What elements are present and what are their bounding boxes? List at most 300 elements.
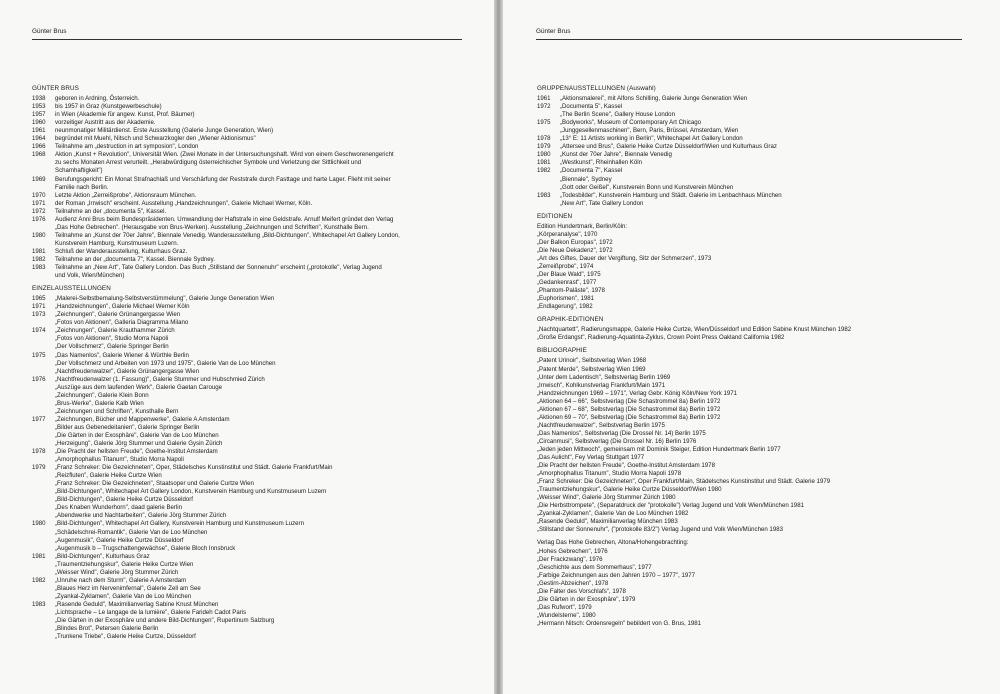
group-exhibitions-heading: GRUPPENAUSSTELLUNGEN (Auswahl) xyxy=(537,85,656,92)
hohe-gebrechen-intro: Verlag Das Hohe Gebrechen, Altona/Hohengebrachting: xyxy=(537,539,689,547)
entry-text: „Franz Schreker: Die Gezeichneten", Staatsoper und Galerie Curtze Wien xyxy=(55,480,254,488)
entry-text: neunmonatiger Militärdienst. Erste Ausstellung (Galerie Junge Generation, Wien) xyxy=(55,127,274,135)
entry-text: bis 1957 in Graz (Kunstgewerbeschule) xyxy=(55,103,162,111)
list-item xyxy=(32,240,460,248)
list-item xyxy=(32,448,460,456)
list-item xyxy=(32,376,460,384)
year-indent xyxy=(32,504,55,512)
list-item xyxy=(32,119,460,127)
list-item xyxy=(32,384,460,392)
year-indent xyxy=(537,127,560,135)
list-item xyxy=(32,103,460,111)
entry-year: 1981 xyxy=(537,159,551,167)
list-item: „Der Balkon Europas", 1972 xyxy=(537,238,613,246)
list-item xyxy=(32,327,460,335)
entry-text: „Handzeichnungen", Galerie Michael Werner Köln xyxy=(55,303,190,311)
entry-year: 1977 xyxy=(32,415,46,423)
entry-text: „Franz Schreker: Die Gezeichneten", Oper, Städelsches Kunstinstitut und Städt. Galerie Frankfurt/Main xyxy=(55,464,333,472)
entry-text: „Documenta 5", Kassel xyxy=(560,103,623,111)
entry-year: 1978 xyxy=(537,135,551,143)
list-item: „Die Neue Dekadenz", 1972 xyxy=(537,246,613,254)
list-item xyxy=(32,184,460,192)
list-item xyxy=(32,208,460,216)
list-item xyxy=(32,264,460,272)
entry-year: 1982 xyxy=(537,167,551,175)
list-item: „Die Herbsttrompete", (Separatdruck der "protokolle") Verlag Jugend und Volk Wien/München 1981 xyxy=(537,502,804,510)
entry-year: 1976 xyxy=(32,375,46,383)
entry-text: „Herzeigung", Galerie Jörg Stummer und Galerie Gysin Zürich xyxy=(55,440,223,448)
entry-year: 1970 xyxy=(32,191,46,199)
graphik-editions-heading: GRAPHIK-EDITIONEN xyxy=(537,316,604,324)
entry-text: „Kunst der 70er Jahre", Biennale Venedig xyxy=(560,151,672,159)
list-item xyxy=(32,545,460,553)
book-gutter xyxy=(494,0,503,694)
editions-heading: EDITIONEN xyxy=(537,212,573,220)
entry-text: „Traumentziehungskur", Galerie Heike Curtze Wien xyxy=(55,560,194,568)
entry-year: 1979 xyxy=(32,464,46,472)
entry-text: „Aktionsmalerei", mit Alfons Schilling, Galerie Junge Generation Wien xyxy=(560,95,748,103)
list-item: „Aktionen 67 – 68", Selbstverlag (Die Schastrommel 8a) Berlin 1972 xyxy=(537,405,721,413)
list-item: „Das Rufwort", 1979 xyxy=(537,603,592,611)
list-item xyxy=(32,232,460,240)
list-item: „Geschichte aus dem Sommerhaus", 1977 xyxy=(537,563,652,571)
list-item xyxy=(32,176,460,184)
list-item: „Stillstand der Sonnenuhr", ("protokolle 83/2") Verlag Jugend und Volk Wien/München 1983 xyxy=(537,526,783,534)
entry-year: 1981 xyxy=(32,552,46,560)
year-indent xyxy=(32,224,55,232)
entry-text: „Zeichnungen", Galerie Klein Bonn xyxy=(55,391,149,399)
list-item: „Franz Schreker: Die Gezeichneten", Oper Frankfurt/Main, Städelsches Kunstinstitut und Städt. Galerie 1979 xyxy=(537,478,831,486)
year-indent xyxy=(32,593,55,601)
list-item: „Art des Giftes, Dauer der Vergiftung, Sitz der Schmerzen", 1973 xyxy=(537,254,712,262)
bio-heading: GÜNTER BRUS xyxy=(32,85,79,92)
solo-exhibitions-list xyxy=(32,295,460,641)
entry-text: „Blaues Herz im Nervenimfernal", Galerie Zell am See xyxy=(55,584,201,592)
entry-text: und Volk, Wien/München) xyxy=(55,272,125,280)
entry-text: „Todesbilder", Kunstverein Hamburg und Städt. Galerie im Lenbachhaus München xyxy=(560,191,782,199)
year-indent xyxy=(32,456,55,464)
entry-year: 1971 xyxy=(32,199,46,207)
year-indent xyxy=(537,111,560,119)
list-item xyxy=(537,95,965,103)
entry-text: „13° E: 11 Artists working in Berlin", Whitechapel Art Gallery London xyxy=(560,135,743,143)
entry-text: „New Art", Tate Gallery London xyxy=(560,199,644,207)
year-indent xyxy=(32,240,55,248)
entry-text: Schluß der Wanderausstellung, Kulturhaus Graz. xyxy=(55,247,188,255)
year-indent xyxy=(32,184,55,192)
entry-text: „Des Knaben Wunderhorn", daad galerie Berlin xyxy=(55,504,183,512)
list-item xyxy=(32,504,460,512)
year-indent xyxy=(32,480,55,488)
list-item: „Irrwisch", Kohlkunstverlag Frankfurt/Main 1971 xyxy=(537,381,666,389)
entry-text: „Nachtfreudenwalzer (1. Fassung)", Galerie Stummer und Hubschmied Zürich xyxy=(55,375,265,383)
entry-text: „Trunkene Triebe", Galerie Heike Curtze, Düsseldorf xyxy=(55,633,196,641)
entry-text: „Das Hohe Gebrechen". (Herausgabe von Brus-Werken). Ausstellung „Zeichnungen und Schriften", Kunsthalle Bern. xyxy=(55,223,369,231)
list-item: „Wundelsterne", 1980 xyxy=(537,611,596,619)
entry-text: Familie nach Berlin. xyxy=(55,183,109,191)
entry-year: 1974 xyxy=(32,327,46,335)
header-rule xyxy=(536,39,962,40)
entry-text: Aktion „Kunst + Revolution", Universität Wien. (Zwei Monate in der Untersuchungshaft. Wird von einem Geschworenengericht xyxy=(55,151,394,159)
list-item xyxy=(32,368,460,376)
year-indent xyxy=(32,512,55,520)
entry-year: 1981 xyxy=(32,247,46,255)
entry-text: „Auszüge aus dem laufenden Werk", Galerie Gaetan Carouge xyxy=(55,383,223,391)
entry-year: 1964 xyxy=(32,135,46,143)
list-item xyxy=(32,424,460,432)
entry-text: „Zyankal-Zyklamen", Galerie Van de Loo München xyxy=(55,592,192,600)
list-item xyxy=(32,167,460,175)
year-indent xyxy=(32,392,55,400)
year-indent xyxy=(32,617,55,625)
year-indent xyxy=(32,609,55,617)
list-item xyxy=(32,360,460,368)
list-item xyxy=(32,577,460,585)
list-item xyxy=(32,143,460,151)
entry-text: zu sechs Monaten Arrest verurteilt. „Herabwürdigung österreichischer Symbole und Verletzung der Sittlichkeit und xyxy=(55,159,362,167)
list-item: „Traumentziehungskur", Galerie Heike Curtze Düsseldorf/Wien 1980 xyxy=(537,486,722,494)
list-item: „Zerreißprobe", 1974 xyxy=(537,262,594,270)
list-item: „Körperanalyse", 1970 xyxy=(537,230,598,238)
entry-year: 1938 xyxy=(32,95,46,103)
year-indent xyxy=(537,184,560,192)
year-indent xyxy=(32,545,55,553)
list-item: „Hohes Gebrechen", 1976 xyxy=(537,547,608,555)
list-item xyxy=(32,200,460,208)
list-item xyxy=(32,488,460,496)
entry-text: begründet mit Muehl, Nitsch und Schwarzkogler den „Wiener Aktionismus" xyxy=(55,135,256,143)
entry-text: Schamhaftigkeit") xyxy=(55,167,103,175)
entry-text: „Westkunst", Rheinhallen Köln xyxy=(560,159,642,167)
list-item xyxy=(32,272,460,280)
header-rule xyxy=(32,39,462,40)
entry-year: 1983 xyxy=(32,600,46,608)
list-item xyxy=(32,311,460,319)
list-item: „Aktionen 69 – 70", Selbstverlag (Die Schastrommel 8a) Berlin 1972 xyxy=(537,413,721,421)
list-item xyxy=(32,248,460,256)
graphik-editions-list xyxy=(537,326,965,342)
year-indent xyxy=(32,585,55,593)
list-item: „Circanmusi", Selbstverlag (Die Drossel Nr. 16) Berlin 1976 xyxy=(537,437,697,445)
entry-text: „Das Namenlos", Galerie Wiener & Würthle Berlin xyxy=(55,351,189,359)
entry-text: Audienz Anni Brus beim Bundespräsidenten. Umwandlung der Haftstrafe in eine Geldstrafe. Arnulf Meifert gründet den Verlag xyxy=(55,215,394,223)
list-item: „Der Blaue Wald", 1975 xyxy=(537,271,601,279)
list-item xyxy=(537,119,965,127)
list-item xyxy=(32,192,460,200)
entry-text: Kunstverein Hamburg, Kunstmuseum Luzern. xyxy=(55,239,179,247)
list-item: „Nachtfreudenwalzer", Selbstverlag Berlin 1975 xyxy=(537,421,665,429)
entry-text: „Unruhe nach dem Sturm", Galerie A Amsterdam xyxy=(55,576,187,584)
list-item: „Nachtquartett", Radierungsmappe, Galerie Heike Curtze, Wien/Düsseldorf und Edition Sabine Knust München 1982 xyxy=(537,326,852,334)
list-item xyxy=(32,295,460,303)
list-item xyxy=(537,184,965,192)
list-item xyxy=(32,127,460,135)
list-item: „Weisser Wind", Galerie Jörg Stummer Zürich 1980 xyxy=(537,494,676,502)
biography-list xyxy=(32,95,460,280)
entry-text: „Fotos von Aktionen", Studio Morra Napoli xyxy=(55,335,169,343)
list-item xyxy=(32,111,460,119)
year-indent xyxy=(32,343,55,351)
entry-text: „Bild-Dichtungen", Kulturhaus Graz xyxy=(55,552,150,560)
list-item: „Der Frackzwang", 1976 xyxy=(537,555,603,563)
entry-text: „Bilder aus Gebenedeitanien", Galerie Springer Berlin xyxy=(55,423,200,431)
list-item: „Farbige Zeichnungen aus den Jahren 1970 – 1977", 1977 xyxy=(537,571,696,579)
list-item: „Jeden jeden Mittwoch", gemeinsam mit Dominik Steiger, Edition Hundertmark Berlin 1977 xyxy=(537,445,781,453)
list-item: „Patent Urinoir", Selbstverlag Wien 1968 xyxy=(537,357,647,365)
list-item xyxy=(32,343,460,351)
entry-year: 1965 xyxy=(32,295,46,303)
year-indent xyxy=(32,368,55,376)
entry-year: 1980 xyxy=(537,151,551,159)
right-column xyxy=(537,85,965,628)
list-item xyxy=(32,512,460,520)
list-item xyxy=(32,256,460,264)
list-item xyxy=(32,432,460,440)
entry-text: „Malerei-Selbstbemalung-Selbstverstümmelung", Galerie Junge Generation Wien xyxy=(55,295,275,303)
list-item xyxy=(537,135,965,143)
editions-list xyxy=(537,231,965,311)
entry-text: „Bild-Dichtungen", Whitechapel Art Gallery, Kunstverein Hamburg und Kunstmuseum Luzern xyxy=(55,520,304,528)
editions-intro: Edition Hundertmark, Berlin/Köln: xyxy=(537,222,628,230)
list-item xyxy=(32,319,460,327)
entry-year: 1978 xyxy=(32,448,46,456)
entry-text: „Augenmusik b – Trugschattengewächse", Galerie Bloch Innsbruck xyxy=(55,544,236,552)
list-item xyxy=(32,216,460,224)
list-item xyxy=(32,617,460,625)
year-indent xyxy=(32,408,55,416)
group-exhibitions-list xyxy=(537,95,965,208)
entry-text: „Reizfluten", Galerie Heike Curtze Wien xyxy=(55,472,162,480)
entry-text: in Wien (Akademie für angew. Kunst, Prof. Bäumer) xyxy=(55,111,195,119)
entry-text: „Der Vollschmerz und Arbeiten von 1973 und 1975", Galerie Van de Loo München xyxy=(55,359,276,367)
entry-text: „Zeichnungen", Galerie Krauthammer Zürich xyxy=(55,327,175,335)
list-item: „Zyankal-Zyklamen", Galerie Van de Loo München 1982 xyxy=(537,510,689,518)
list-item xyxy=(537,103,965,111)
list-item xyxy=(32,529,460,537)
entry-text: „Lichtsprache – Le langage de la lumière", Galerie Farideh Cadot Paris xyxy=(55,609,247,616)
entry-year: 1980 xyxy=(32,231,46,239)
list-item xyxy=(32,537,460,545)
entry-text: „Abendwerke und Nachtarbeiten", Galerie Jörg Stummer Zürich xyxy=(55,512,227,520)
entry-year: 1961 xyxy=(537,95,551,103)
list-item xyxy=(32,224,460,232)
list-item xyxy=(32,585,460,593)
entry-year: 1982 xyxy=(32,576,46,584)
hohe-gebrechen-list xyxy=(537,548,965,628)
entry-year: 1969 xyxy=(32,175,46,183)
year-indent xyxy=(32,625,55,633)
entry-text: „Zeichnungen", Galerie Grünangergasse Wien xyxy=(55,311,181,319)
entry-text: „The Berlin Scene", Gallery House London xyxy=(560,111,675,119)
year-indent xyxy=(32,424,55,432)
year-indent xyxy=(32,360,55,368)
entry-year: 1983 xyxy=(537,191,551,199)
list-item: „Endlagerung", 1982 xyxy=(537,303,593,311)
entry-year: 1960 xyxy=(32,119,46,127)
entry-text: „Documenta 7", Kassel xyxy=(560,167,623,175)
list-item xyxy=(32,561,460,569)
entry-text: Letzte Aktion „Zerreißprobe", Aktionsraum München. xyxy=(55,191,197,199)
year-indent xyxy=(32,529,55,537)
list-item xyxy=(537,159,965,167)
entry-text: „Junggesellenmaschinen", Bern, Paris, Brüssel, Amsterdam, Wien xyxy=(560,127,739,135)
list-item: „Gedankenrast", 1977 xyxy=(537,279,597,287)
list-item xyxy=(537,143,965,151)
entry-text: „Zeichnungen, Bücher und Mappenwerke", Galerie A Amsterdam xyxy=(55,415,230,423)
list-item: „Rasende Geduld", Maximilianverlag München 1983 xyxy=(537,518,678,526)
entry-year: 1972 xyxy=(32,207,46,215)
entry-year: 1972 xyxy=(537,103,551,111)
list-item xyxy=(537,167,965,175)
entry-year: 1973 xyxy=(32,311,46,319)
entry-year: 1971 xyxy=(32,303,46,311)
list-item xyxy=(537,200,965,208)
year-indent xyxy=(32,488,55,496)
entry-text: „Attersee und Brus", Galerie Heike Curtze Düsseldorf/Wien und Kulturhaus Graz xyxy=(560,143,777,151)
list-item: „Amorphophallus Titanum", Studio Morra Napoli 1978 xyxy=(537,470,682,478)
entry-text: „Weisser Wind", Galerie Jörg Stummer Zürich xyxy=(55,568,179,576)
entry-text: Teilnahme an „Kunst der 70er Jahre", Biennale Venedig. Wanderausstellung „Bild-Dichtungen", Whitechapel Art Gallery London, xyxy=(55,231,400,239)
year-indent xyxy=(537,200,560,208)
entry-text: „Zeichnungen und Schriften", Kunsthalle Bern xyxy=(55,407,179,415)
entry-text: geboren in Ardning, Österreich. xyxy=(55,95,140,103)
list-item: „Die Gärten in der Exosphäre", 1979 xyxy=(537,595,636,603)
entry-year: 1975 xyxy=(537,119,551,127)
entry-text: „Die Pracht der hellsten Freude", Goethe-Institut Amsterdam xyxy=(55,448,218,456)
entry-year: 1979 xyxy=(537,143,551,151)
entry-text: „Die Gärten in der Exosphäre und andere Bild-Dichtungen", Rupertinum Salzburg xyxy=(55,617,275,625)
entry-text: „Augenmusik", Galerie Heike Curtze Düsseldorf xyxy=(55,536,184,544)
list-item xyxy=(32,609,460,617)
entry-text: „Bild-Dichtungen", Whitechapel Art Gallery London, Kunstverein Hamburg und Kunstmuseum Luzern xyxy=(55,488,327,496)
bibliography-list xyxy=(537,357,965,534)
right-page xyxy=(503,0,1000,694)
running-head: Günter Brus xyxy=(536,28,571,35)
list-item xyxy=(32,135,460,143)
bibliography-heading: BIBLIOGRAPHIE xyxy=(537,347,587,355)
list-item xyxy=(32,440,460,448)
entry-year: 1953 xyxy=(32,103,46,111)
entry-text: „Schädelschrei-Romantik", Galerie Van de Loo München xyxy=(55,528,208,536)
list-item: „Patent Merde", Selbstverlag Wien 1969 xyxy=(537,365,646,373)
left-column xyxy=(32,85,460,641)
entry-text: vorzeitiger Austritt aus der Akademie. xyxy=(55,119,156,127)
entry-text: „Der Vollschmerz", Galerie Springer Berlin xyxy=(55,343,169,351)
list-item xyxy=(32,633,460,641)
list-item: „Euphorismen", 1981 xyxy=(537,295,595,303)
year-indent xyxy=(32,272,55,280)
list-item xyxy=(32,335,460,343)
entry-year: 1966 xyxy=(32,143,46,151)
list-item xyxy=(32,601,460,609)
list-item xyxy=(32,151,460,159)
entry-text: Teilnahme an der „documenta 5", Kassel. xyxy=(55,207,167,215)
year-indent xyxy=(32,159,55,167)
list-item: „Phantom-Paläste", 1978 xyxy=(537,287,605,295)
entry-text: „Bodyworks", Museum of Contemporary Art Chicago xyxy=(560,119,702,127)
list-item xyxy=(32,464,460,472)
entry-year: 1957 xyxy=(32,111,46,119)
list-item: „Aktionen 64 – 66", Selbstverlag (Die Schastrommel 8a) Berlin 1972 xyxy=(537,397,721,405)
entry-text: „Biennale", Sydney xyxy=(560,175,612,183)
list-item xyxy=(32,416,460,424)
list-item: „Die Falter des Vorschlafs", 1978 xyxy=(537,587,626,595)
entry-text: „Blindes Brot", Petersen Galerie Berlin xyxy=(55,625,159,633)
list-item: „Das Namenlos", Selbstverlag (Die Drossel Nr. 14) Berlin 1975 xyxy=(537,429,706,437)
entry-text: Teilnahme an der „documenta 7", Kassel. Biennale Sydney. xyxy=(55,255,215,263)
list-item xyxy=(32,569,460,577)
solo-exhibitions-heading: EINZELAUSSTELLUNGEN xyxy=(32,285,111,293)
list-item xyxy=(537,127,965,135)
list-item xyxy=(32,400,460,408)
running-head: Günter Brus xyxy=(32,28,67,35)
list-item xyxy=(32,303,460,311)
entry-text: „Gott oder Geißel", Kunstverein Bonn und Kunstverein München xyxy=(560,183,734,191)
entry-text: Teilnahme am „destruction in art symposion", London xyxy=(55,143,199,151)
list-item xyxy=(32,95,460,103)
list-item xyxy=(32,352,460,360)
year-indent xyxy=(32,167,55,175)
entry-text: „Nachtfreudenwalzer", Galerie Grünangergasse Wien xyxy=(55,367,200,375)
year-indent xyxy=(32,400,55,408)
year-indent xyxy=(32,569,55,577)
list-item xyxy=(32,392,460,400)
year-indent xyxy=(32,432,55,440)
list-item xyxy=(537,111,965,119)
year-indent xyxy=(32,440,55,448)
entry-year: 1983 xyxy=(32,264,46,272)
entry-year: 1968 xyxy=(32,151,46,159)
entry-text: „Amorphophallus Titanum", Studio Morra Napoli xyxy=(55,456,184,464)
list-item xyxy=(32,480,460,488)
entry-year: 1975 xyxy=(32,351,46,359)
list-item xyxy=(537,176,965,184)
list-item xyxy=(32,553,460,561)
entry-text: „Die Gärten in der Exosphäre", Galerie Van de Loo München xyxy=(55,431,219,439)
list-item: „Hermann Nitsch: Ordensregeln" bebildert von G. Brus, 1981 xyxy=(537,619,702,627)
left-page xyxy=(0,0,494,694)
entry-year: 1982 xyxy=(32,255,46,263)
list-item xyxy=(32,472,460,480)
list-item xyxy=(32,496,460,504)
list-item xyxy=(32,593,460,601)
list-item xyxy=(32,625,460,633)
list-item: „Gestirn-Abzeichen", 1978 xyxy=(537,579,609,587)
list-item xyxy=(537,151,965,159)
entry-text: „Brus-Werke", Galerie Kalb Wien xyxy=(55,399,144,407)
year-indent xyxy=(537,176,560,184)
entry-text: „Fotos von Aktionen", Galleria Diagramma Milano xyxy=(55,319,189,327)
list-item xyxy=(537,192,965,200)
entry-text: Teilnahme an „New Art", Tate Gallery London. Das Buch „Stillstand der Sonnenuhr" erscheint („protokolle", Verlag Jugend xyxy=(55,264,382,272)
entry-text: Berufungsgericht: Ein Monat Strafnachlaß und Verschärfung der Reststrafe durch Fasttage und harte Lager. Flieht mit seiner xyxy=(55,175,391,183)
list-item: „Große Erdangst", Radierung-Aquatinta-Zyklus, Crown Point Press Oakland California 1982 xyxy=(537,334,785,342)
year-indent xyxy=(32,561,55,569)
entry-year: 1980 xyxy=(32,520,46,528)
entry-year: 1961 xyxy=(32,127,46,135)
entry-text: der Roman „Irrwisch" erscheint. Ausstellung „Handzeichnungen", Galerie Michael Werner, Köln. xyxy=(55,199,313,207)
year-indent xyxy=(32,537,55,545)
list-item xyxy=(32,408,460,416)
year-indent xyxy=(32,496,55,504)
list-item xyxy=(32,159,460,167)
year-indent xyxy=(32,633,55,641)
list-item: „Das Aulicht", Fey Verlag Stuttgart 1977 xyxy=(537,454,645,462)
list-item: „Handzeichnungen 1969 – 1971", Verlag Gebr. König Köln/New York 1971 xyxy=(537,389,738,397)
list-item: „Unter dem Ladentisch", Selbstverlag Berlin 1969 xyxy=(537,373,671,381)
list-item xyxy=(32,456,460,464)
year-indent xyxy=(32,319,55,327)
